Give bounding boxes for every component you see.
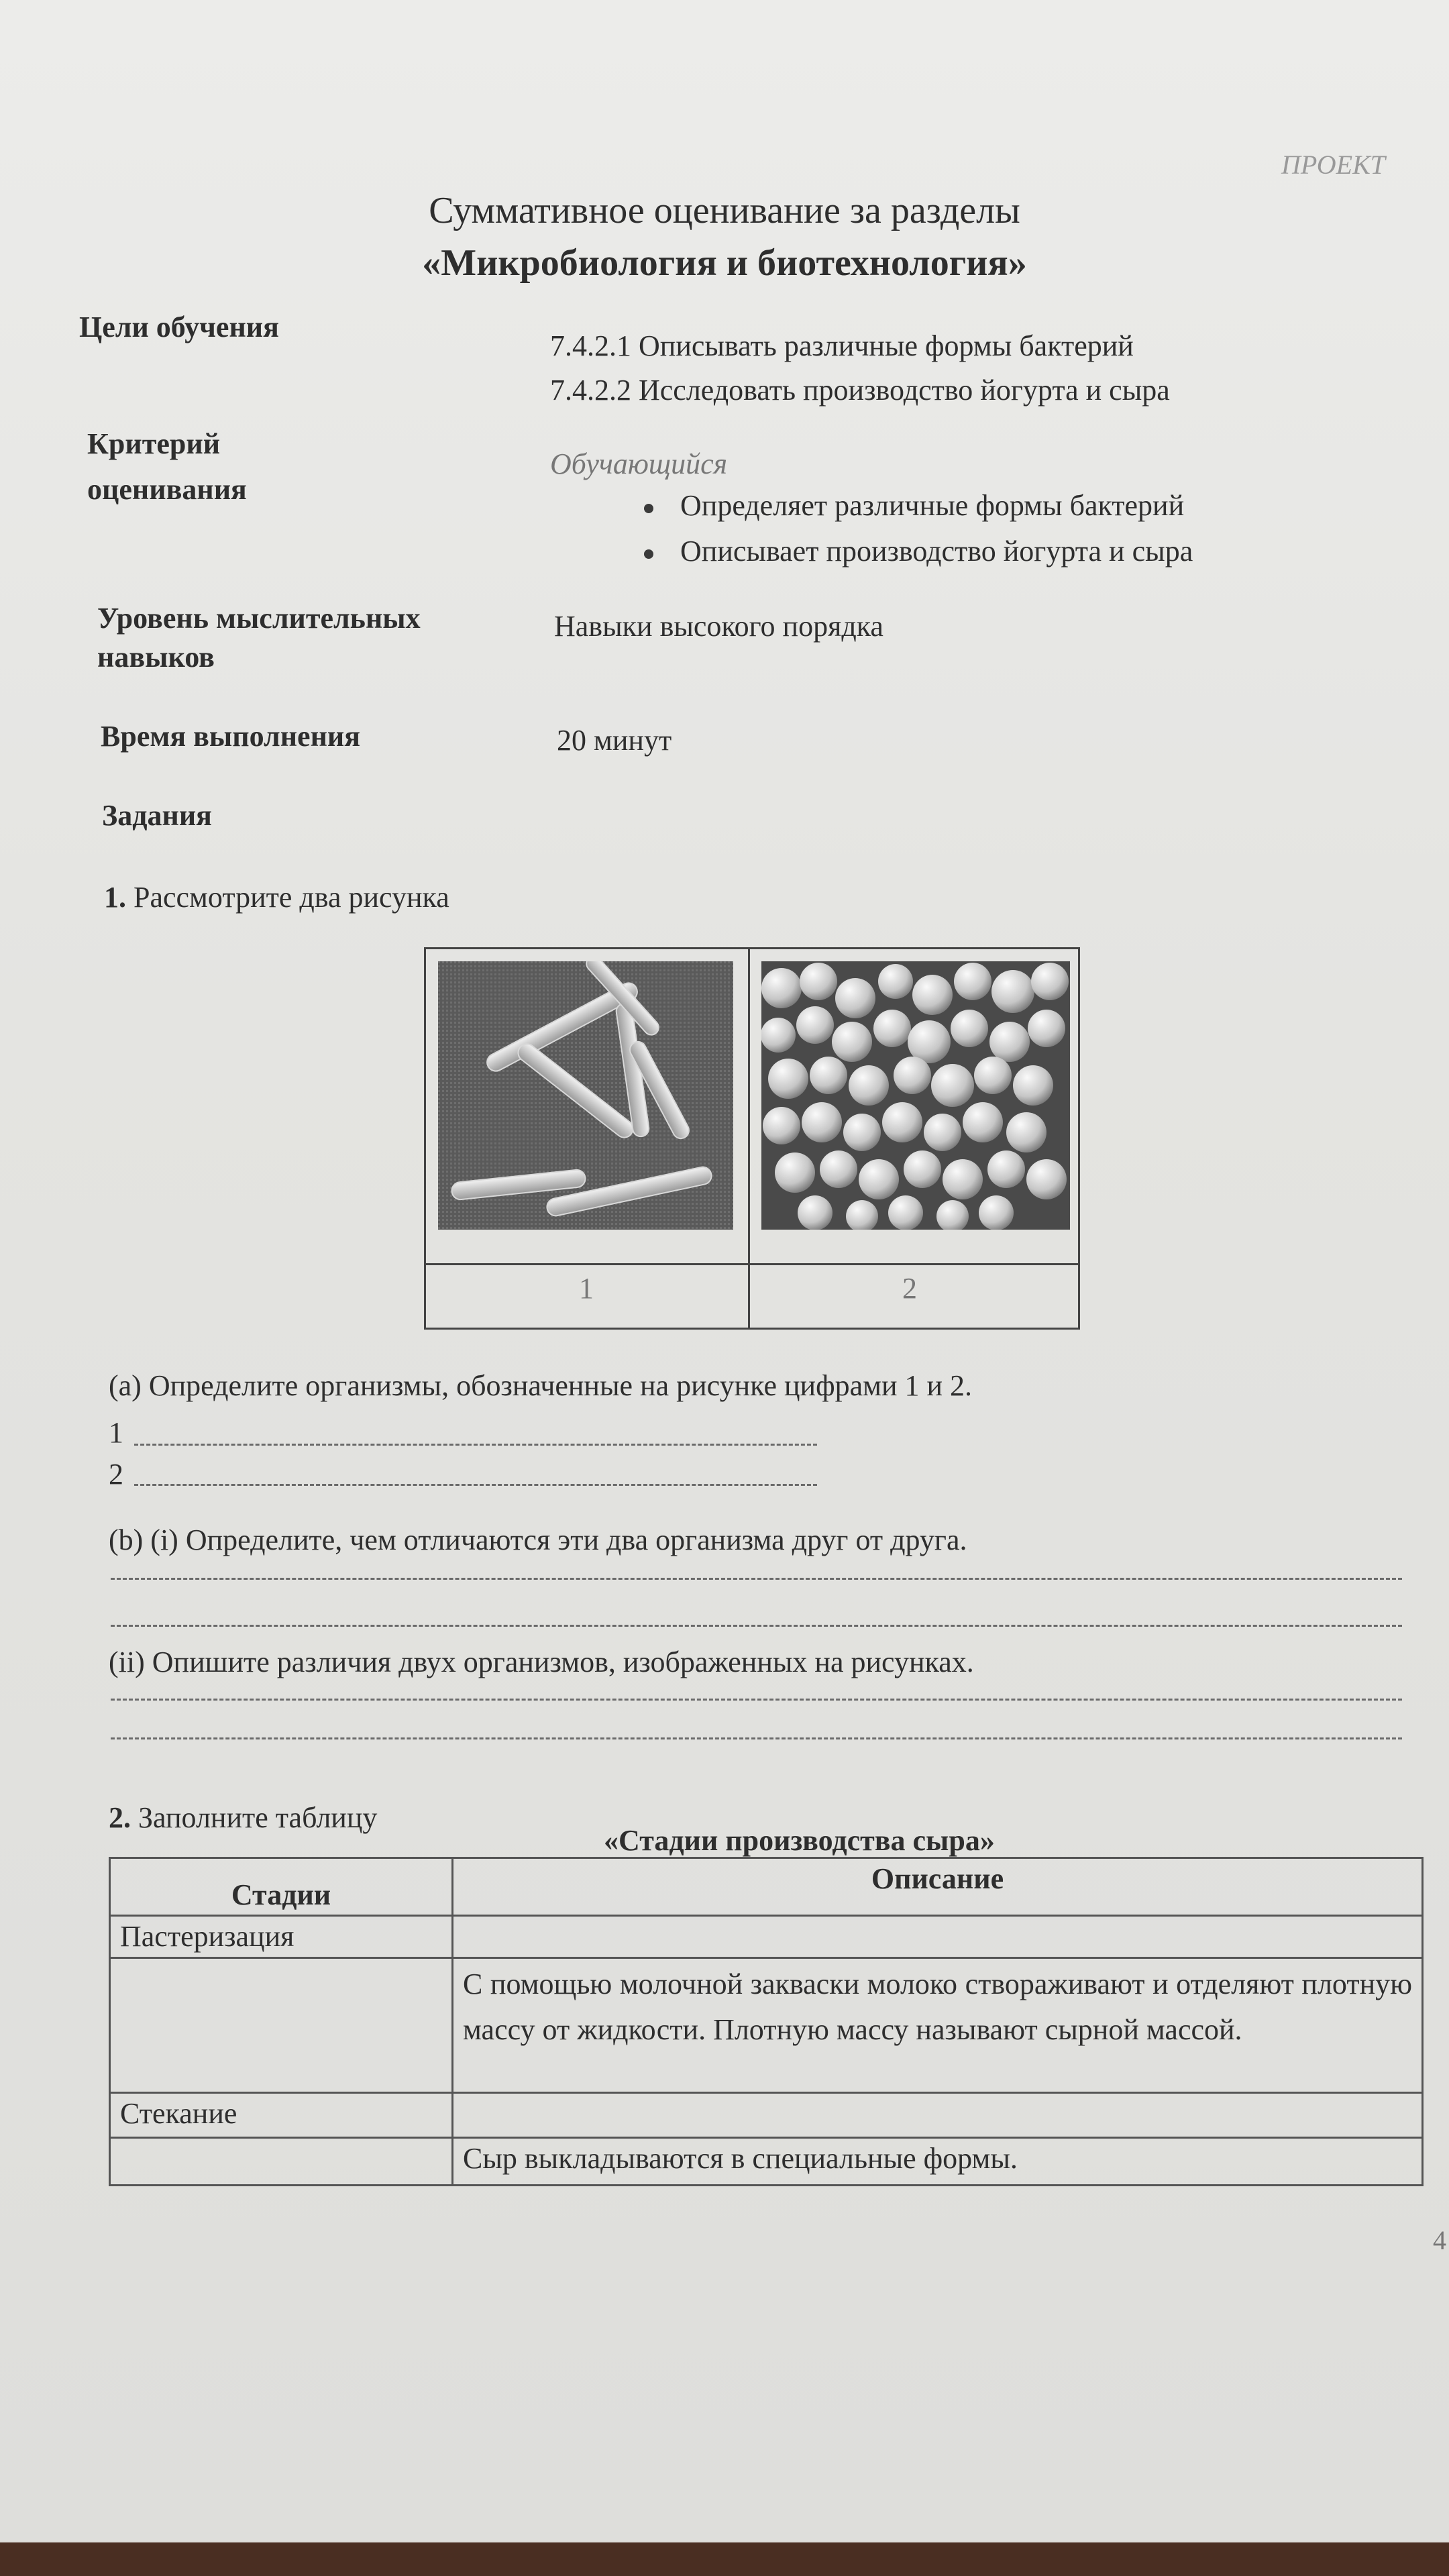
criteria-item-1-text: Определяет различные формы бактерий	[680, 489, 1185, 522]
description-cell[interactable]: С помощью молочной закваски молоко створаживают и отделяют плотную массу от жидкости. Плотную массу называют сырной массой.	[453, 1958, 1423, 2093]
answer-label-2: 2	[109, 1458, 123, 1491]
answer-line-b-ii-1[interactable]	[111, 1699, 1402, 1701]
criteria-item-2-text: Описывает производство йогурта и сыра	[680, 535, 1193, 568]
header-stages: Стадии	[110, 1858, 453, 1916]
bullet-icon	[644, 549, 653, 559]
time-label: Время выполнения	[101, 720, 361, 753]
task-1a-prompt: (a) Определите организмы, обозначенные на рисунке цифрами 1 и 2.	[109, 1369, 973, 1402]
answer-line-b-i-2[interactable]	[111, 1625, 1402, 1627]
thinking-label-line-1: Уровень мыслительных	[97, 602, 421, 635]
title-line-2: «Микробиология и биотехнология»	[422, 242, 1027, 284]
description-cell[interactable]	[453, 1916, 1423, 1958]
bullet-icon	[644, 504, 653, 513]
answer-line-b-i-1[interactable]	[111, 1578, 1402, 1580]
answer-line-b-ii-2[interactable]	[111, 1737, 1402, 1739]
goal-item-1: 7.4.2.1 Описывать различные формы бактерий	[550, 329, 1134, 362]
table-row	[110, 2093, 1423, 2138]
task-1-prompt: Рассмотрите два рисунка	[133, 881, 449, 914]
criteria-item-2	[644, 534, 1193, 568]
task-1b-i-prompt: (b) (i) Определите, чем отличаются эти два организма друг от друга.	[109, 1523, 967, 1556]
stage-cell[interactable]: Стекание	[110, 2093, 453, 2138]
figure-label-1: 1	[579, 1272, 594, 1305]
stage-cell[interactable]	[110, 2138, 453, 2186]
cheese-stages-table	[109, 1857, 1424, 2186]
stage-cell[interactable]	[110, 1958, 453, 2093]
answer-line-2[interactable]	[134, 1484, 817, 1486]
time-value: 20 минут	[557, 724, 672, 757]
table-row	[110, 2138, 1423, 2186]
table-row	[110, 1916, 1423, 1958]
answer-label-1: 1	[109, 1416, 123, 1449]
tasks-heading: Задания	[102, 799, 212, 832]
figure-label-2: 2	[902, 1272, 917, 1305]
criteria-label-line-2: оценивания	[87, 473, 247, 506]
rod-bacteria-image	[438, 961, 733, 1230]
criteria-intro: Обучающийся	[550, 447, 728, 480]
criteria-item-1	[644, 488, 1184, 523]
coccus-bacteria-image	[761, 961, 1070, 1230]
header-description: Описание	[453, 1858, 1423, 1916]
description-cell[interactable]	[453, 2093, 1423, 2138]
goal-item-2: 7.4.2.2 Исследовать производство йогурта и сыра	[550, 374, 1170, 407]
task-1-heading	[104, 880, 449, 914]
task-2-number: 2.	[109, 1801, 131, 1834]
figure-table	[424, 947, 1080, 1330]
criteria-label-line-1: Критерий	[87, 427, 221, 460]
description-cell[interactable]: Сыр выкладываются в специальные формы.	[453, 2138, 1423, 2186]
task-2-heading	[109, 1801, 377, 1835]
task-2-prompt: Заполните таблицу	[138, 1801, 378, 1834]
thinking-label-line-2: навыков	[97, 641, 215, 674]
task-1-number: 1.	[104, 881, 126, 914]
corner-stamp: ПРОЕКТ	[1281, 150, 1385, 180]
task-1b-ii-prompt: (ii) Опишите различия двух организмов, изображенных на рисунках.	[109, 1646, 974, 1678]
stage-cell[interactable]: Пастеризация	[110, 1916, 453, 1958]
title-line-1: Суммативное оценивание за разделы	[429, 190, 1020, 231]
table-row	[110, 1958, 1423, 2093]
table-header-row	[110, 1858, 1423, 1916]
goals-label: Цели обучения	[79, 311, 279, 343]
table-title: «Стадии производства сыра»	[604, 1824, 995, 1857]
page-number: 4	[1433, 2225, 1446, 2255]
answer-line-1[interactable]	[134, 1444, 817, 1446]
desk-surface	[0, 2542, 1449, 2576]
thinking-value: Навыки высокого порядка	[554, 610, 883, 643]
